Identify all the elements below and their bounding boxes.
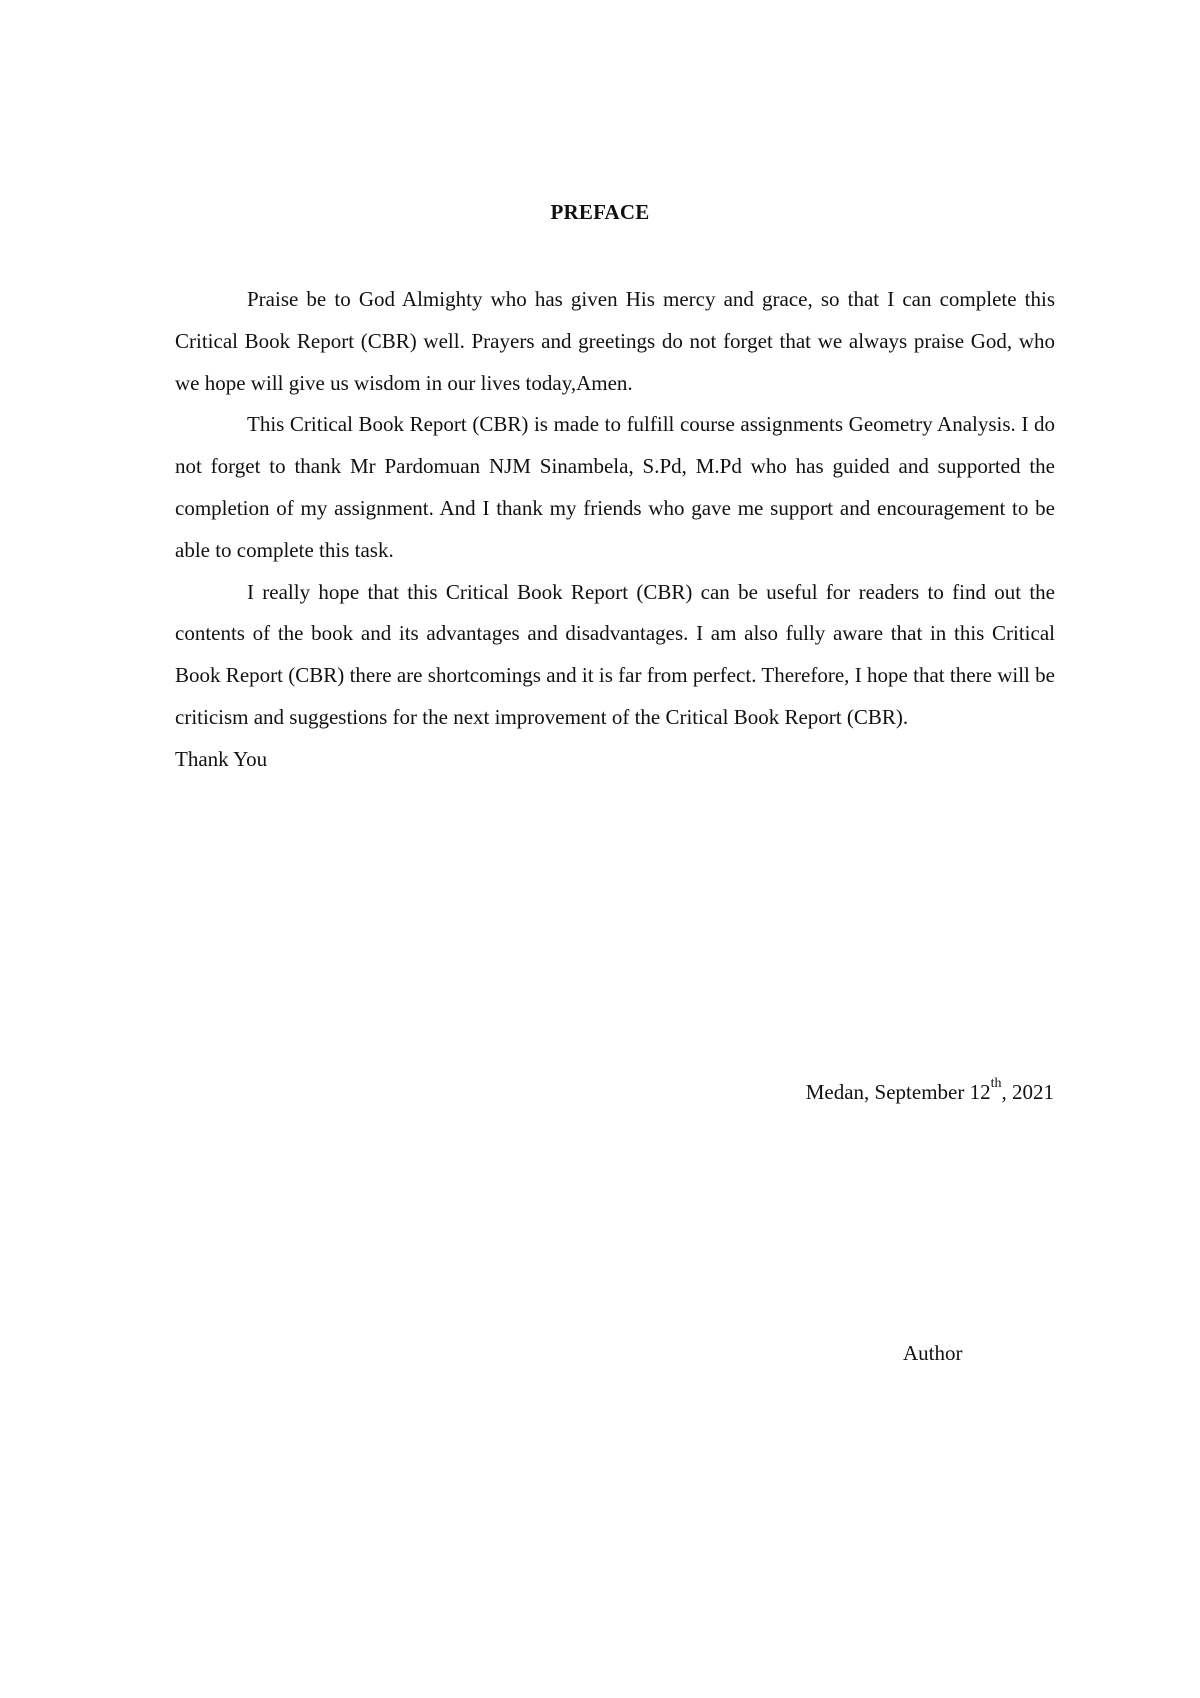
paragraph-1: Praise be to God Almighty who has given His mercy and grace, so that I can complete this Critical Book Report (CBR) well. Prayers and greetings do not forget that we always praise God, who we hope will give us wisdom in our lives today,Amen. <box>175 287 1055 395</box>
paragraph-2: This Critical Book Report (CBR) is made to fulfill course assignments Geometry Analysis. I do not forget to thank Mr Pardomuan NJM Sinambela, S.Pd, M.Pd who has guided and supported the completion of my assignment. And I thank my friends who gave me support and encouragement to be able to complete this task. <box>175 412 1055 562</box>
date-line <box>805 1076 1054 1105</box>
page-title: PREFACE <box>550 200 650 224</box>
date-ordinal-suffix: th <box>990 1076 1002 1091</box>
date-year: , 2021 <box>1001 1080 1054 1104</box>
closing-line: Thank You <box>175 746 268 771</box>
date-place-month: Medan, September 12 <box>805 1080 991 1104</box>
paragraph-3: I really hope that this Critical Book Report (CBR) can be useful for readers to find out the contents of the book and its advantages and disadvantages. I am also fully aware that in this Critical Book Report (CBR) there are shortcomings and it is far from perfect. Therefore, I hope that there will be criticism and suggestions for the next improvement of the Critical Book Report (CBR). <box>175 579 1055 729</box>
author-signature: Author <box>903 1341 963 1365</box>
preface-body <box>175 279 1055 781</box>
